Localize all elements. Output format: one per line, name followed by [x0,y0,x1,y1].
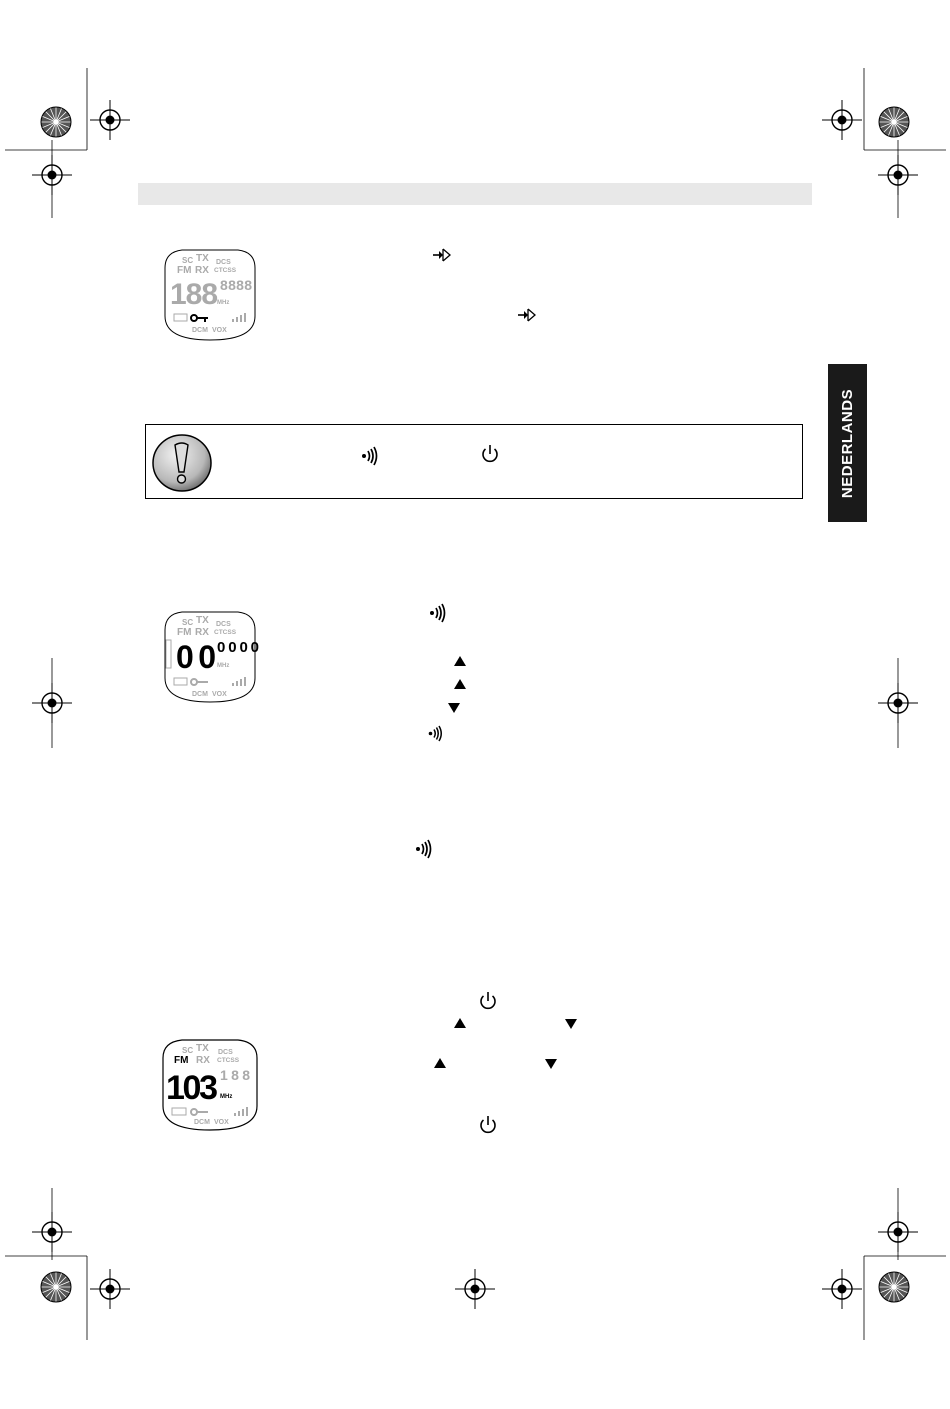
lcd1-tx: TX [196,253,209,264]
battery-icon [174,678,187,685]
call-icon [428,603,450,623]
lcd3-sc: SC [182,1046,194,1055]
lcd2-vox: VOX [212,691,227,698]
lcd1-dcs: DCS [216,259,231,266]
lcd1-dcm: DCM [192,327,208,334]
signal-icon [234,1107,248,1116]
key-icon [191,1109,208,1115]
note-box [145,424,803,499]
exclamation-icon [150,432,214,494]
arrow-up-icon [453,655,467,667]
battery-icon [172,1108,186,1115]
arrow-down-icon [544,1058,558,1070]
lcd1-mhz: MHz [217,300,230,306]
signal-icon [232,313,246,322]
menu-enter-icon [431,246,453,264]
lcd2-sc: SC [182,618,194,627]
lcd1-ctcss: CTCSS [214,267,237,274]
power-icon [478,1114,498,1136]
lcd3-vox: VOX [214,1119,229,1126]
signal-icon [232,677,246,686]
battery-icon [174,314,187,321]
lcd2-dcm: DCM [192,691,208,698]
lcd2-ctcss: CTCSS [214,629,237,636]
power-icon [480,443,500,465]
power-icon [478,990,498,1012]
lcd2-fm: FM [177,627,192,638]
arrow-down-icon [447,702,461,714]
lcd2-dcs: DCS [216,621,231,628]
call-icon [360,446,382,466]
lcd-display-1 [160,246,260,344]
lcd3-small-digits: 188 [220,1067,250,1083]
lcd-display-3 [160,1036,264,1134]
lcd2-mhz: MHz [217,663,230,669]
lcd2-tx: TX [196,615,209,626]
lcd3-dcs: DCS [218,1049,233,1056]
language-tab-label: NEDERLANDS [839,388,856,498]
lcd2-rx: RX [195,627,209,638]
lcd3-rx: RX [196,1055,210,1066]
arrow-up-icon [433,1057,447,1069]
lcd1-digits: 188 [170,278,218,311]
lcd3-dcm: DCM [194,1119,210,1126]
arrow-down-icon [564,1018,578,1030]
key-icon [191,315,208,322]
lcd3-fm: FM [174,1055,189,1066]
lcd2-small-digits: 0000 [217,639,259,656]
lcd1-small-digits: 8888 [220,277,252,293]
lcd1-vox: VOX [212,327,227,334]
lcd-display-2 [160,608,268,706]
lcd1-fm: FM [177,265,192,276]
arrow-up-icon [453,678,467,690]
lcd3-ctcss: CTCSS [217,1057,240,1064]
lcd3-digits: 103 [166,1069,218,1107]
lcd1-sc: SC [182,256,194,265]
lcd1-rx: RX [195,265,209,276]
arrow-up-icon [453,1017,467,1029]
lcd3-tx: TX [196,1043,209,1054]
key-icon [191,679,208,685]
call-icon [427,725,445,742]
call-icon [414,839,436,859]
lcd2-digits: 00 [176,639,216,675]
lcd3-mhz: MHz [220,1094,233,1100]
menu-enter-icon [516,306,538,324]
